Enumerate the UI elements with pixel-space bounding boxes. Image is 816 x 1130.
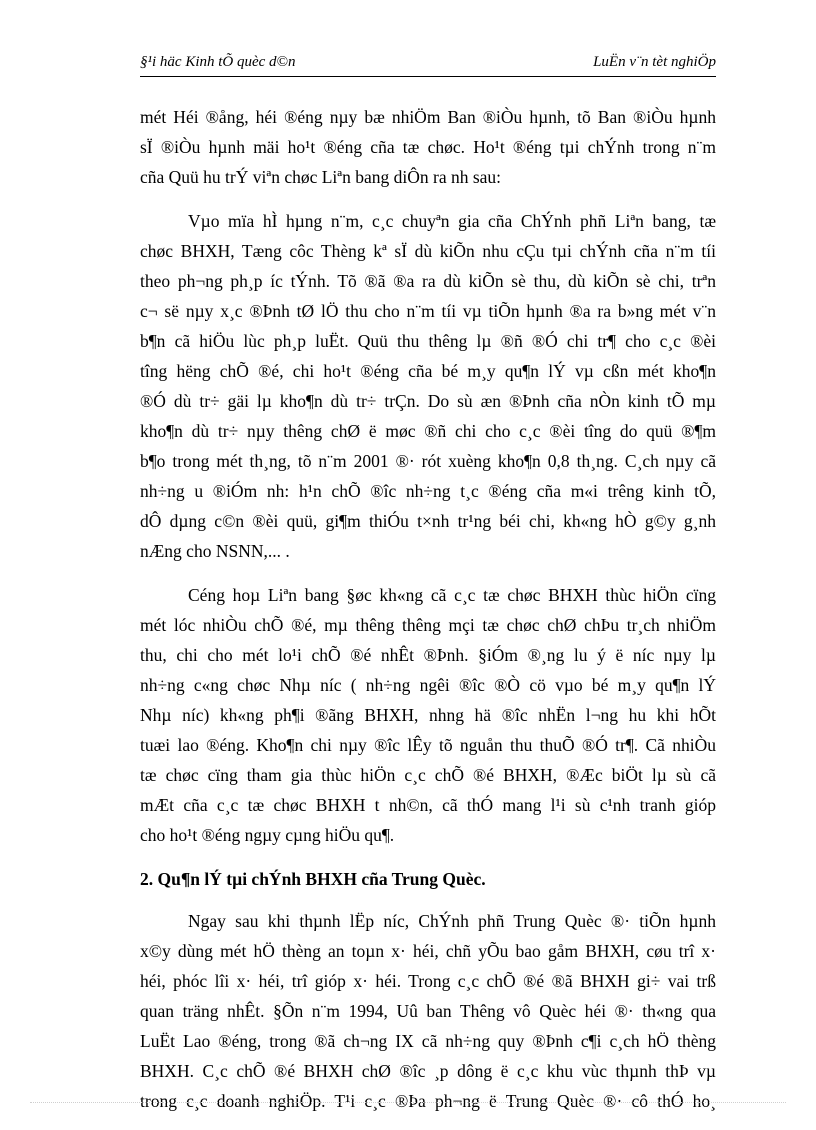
- text-line: tæ chøc cïng tham gia thùc hiÖn c¸c chÕ ®é BHXH, ®Æc biÖt lµ sù cã: [140, 765, 716, 785]
- text-line: chøc BHXH, Tæng côc Thèng kª sÏ dù kiÕn nhu cÇu tµi chÝnh cña n¨m tíi: [140, 241, 716, 261]
- text-line: héi, phóc lîi x· héi, trî gióp x· héi. Trong c¸c chÕ ®é ®ã BHXH gi÷ vai trß: [140, 971, 716, 991]
- text-line: Nhµ níc) kh«ng ph¶i ®ãng BHXH, nhng hä ®îc nhËn l¬ng hu khi hÕt: [140, 705, 716, 725]
- page-header: [140, 52, 716, 77]
- document-body: [140, 102, 716, 1130]
- text-line: quan träng nhÊt. §Õn n¨m 1994, Uû ban Thêng vô Quèc héi ®· th«ng qua: [140, 1001, 716, 1021]
- paragraph: [140, 102, 716, 192]
- text-line: nh÷ng u ®iÓm nh: h¹n chÕ ®îc nh÷ng t¸c ®éng cña m«i trêng kinh tÕ,: [140, 481, 716, 501]
- text-line: c¬ së nµy x¸c ®Þnh tØ lÖ thu cho n¨m tíi vµ tiÕn hµnh ®a ra b»ng mét v¨n: [140, 301, 716, 321]
- text-line: LuËt Lao ®éng, trong ®ã ch¬ng IX cã nh÷ng quy ®Þnh c¶i c¸ch hÖ thèng: [140, 1031, 716, 1051]
- page-bottom-divider: [30, 1102, 786, 1103]
- text-line: mÆt cña c¸c tæ chøc BHXH t nh©n, cã thÓ mang l¹i sù c¹nh tranh gióp: [140, 795, 716, 815]
- text-line: tuæi lao ®éng. Kho¶n chi nµy ®îc lÊy tõ nguån thu thuÕ ®Ó tr¶. Cã nhiÒu: [140, 735, 716, 755]
- text-line: Ngay sau khi thµnh lËp níc, ChÝnh phñ Trung Quèc ®· tiÕn hµnh: [188, 911, 716, 931]
- text-line: trong c¸c doanh nghiÖp. T¹i c¸c ®Þa ph¬ng ë Trung Quèc ®· cô thÓ ho¸: [140, 1091, 716, 1111]
- text-line: kho¶n dù tr÷ nµy thêng chØ ë møc ®ñ chi cho c¸c ®èi tîng do quü ®¶m: [140, 421, 716, 441]
- text-line: BHXH. C¸c chÕ ®é BHXH chØ ®îc ¸p dông ë c¸c khu vùc thµnh thÞ vµ: [140, 1061, 716, 1081]
- paragraph: [140, 580, 716, 850]
- text-line: nÆng cho NSNN,... .: [140, 541, 290, 561]
- text-line: Céng hoµ Liªn bang §øc kh«ng cã c¸c tæ chøc BHXH thùc hiÖn cïng: [188, 585, 716, 605]
- text-line: mét lóc nhiÒu chÕ ®é, mµ thêng thêng mçi tæ chøc chØ chÞu tr¸ch nhiÖm: [140, 615, 716, 635]
- text-line: dÔ dµng c©n ®èi quü, gi¶m thiÓu t×nh tr¹ng béi chi, kh«ng hÒ g©y g¸nh: [140, 511, 716, 531]
- text-line: b¶o trong mét th¸ng, tõ n¨m 2001 ®· rót xuèng kho¶n 0,8 th¸ng. C¸ch nµy cã: [140, 451, 716, 471]
- text-line: cho ho¹t ®éng ngµy cµng hiÖu qu¶.: [140, 825, 395, 845]
- text-line: b¶n cã hiÖu lùc ph¸p luËt. Quü thu thêng lµ ®ñ ®Ó chi tr¶ cho c¸c ®èi: [140, 331, 716, 351]
- section-heading: 2. Qu¶n lÝ tµi chÝnh BHXH cña Trung Quèc.: [140, 869, 486, 889]
- text-line: thu, chi cho mét lo¹i chÕ ®é nhÊt ®Þnh. §iÓm ®¸ng lu ý ë níc nµy lµ: [140, 645, 716, 665]
- paragraph: [140, 906, 716, 1116]
- text-line: x©y dùng mét hÖ thèng an toµn x· héi, chñ yÕu bao gåm BHXH, cøu trî x·: [140, 941, 716, 961]
- text-line: Vµo mïa hÌ hµng n¨m, c¸c chuyªn gia cña ChÝnh phñ Liªn bang, tæ: [188, 211, 716, 231]
- header-university: §¹i häc Kinh tÕ quèc d©n: [140, 54, 296, 70]
- text-line: sÏ ®iÒu hµnh mäi ho¹t ®éng cña tæ chøc. Ho¹t ®éng tµi chÝnh trong n¨m: [140, 137, 716, 157]
- text-line: ®Ó dù tr÷ gäi lµ kho¶n dù tr÷ trÇn. Do sù æn ®Þnh cña nÒn kinh tÕ mµ: [140, 391, 716, 411]
- text-line: theo ph¬ng ph¸p íc tÝnh. Tõ ®ã ®a ra dù kiÕn sè thu, dù kiÕn sè chi, trªn: [140, 271, 716, 291]
- text-line: tîng hëng chÕ ®é, chi ho¹t ®éng cña bé m¸y qu¶n lÝ vµ cßn mét kho¶n: [140, 361, 716, 381]
- header-thesis-label: LuËn v¨n tèt nghiÖp: [593, 54, 716, 70]
- text-line: mét Héi ®ång, héi ®éng nµy bæ nhiÖm Ban ®iÒu hµnh, tõ Ban ®iÒu hµnh: [140, 107, 716, 127]
- text-line: nh÷ng c«ng chøc Nhµ níc ( nh÷ng ngêi ®îc ®Ò cö vµo bé m¸y qu¶n lÝ: [140, 675, 716, 695]
- text-line: cña Quü hu trÝ viªn chøc Liªn bang diÔn ra nh sau:: [140, 167, 502, 187]
- paragraph: [140, 206, 716, 566]
